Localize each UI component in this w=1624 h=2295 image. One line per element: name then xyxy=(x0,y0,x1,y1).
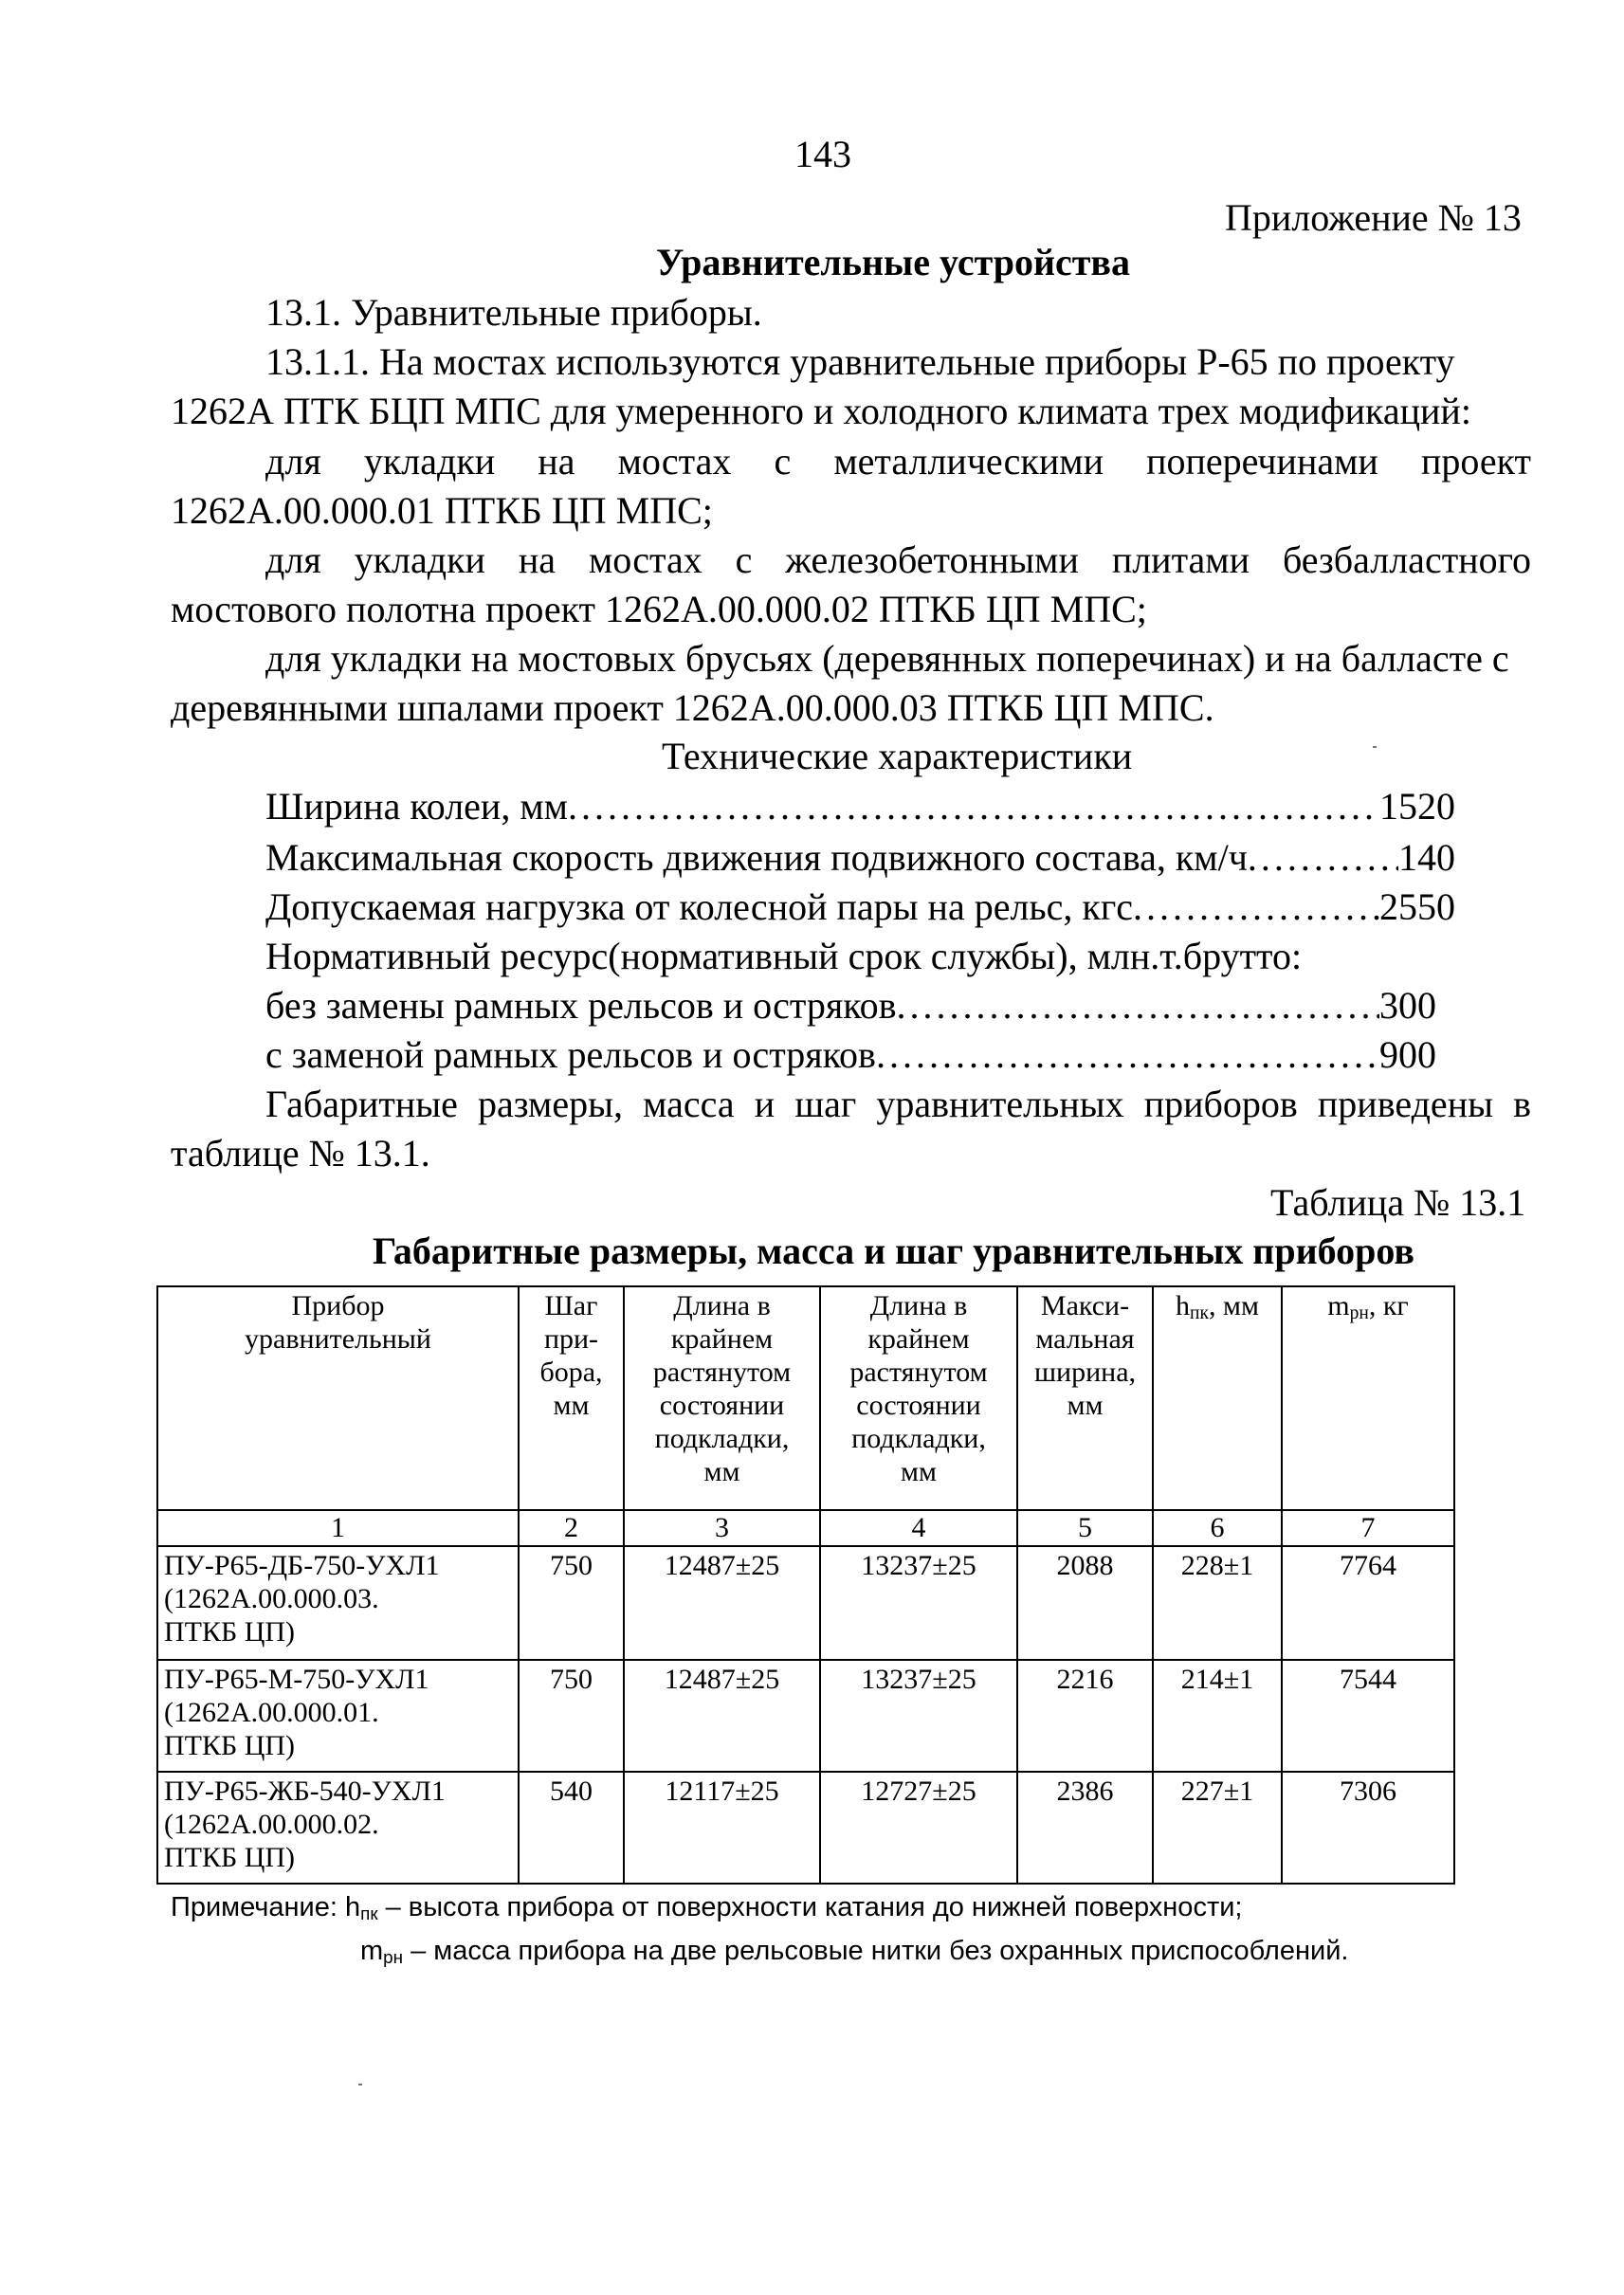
header-mass xyxy=(1282,1286,1454,1510)
header-line: Прибор xyxy=(291,1290,385,1321)
para1-line1: 13.1.1. На мостах используются уравнительные приборы Р-65 по проекту xyxy=(265,340,1455,383)
spec-value: 140 xyxy=(1398,836,1455,879)
header-line: мм xyxy=(553,1390,590,1421)
note-subscript: пк xyxy=(360,1903,378,1923)
dot-leader xyxy=(1248,834,1398,882)
resource-without-replacement xyxy=(265,982,1436,1029)
header-unit: , кг xyxy=(1368,1290,1409,1321)
table-ref-line2: таблице № 13.1. xyxy=(171,1132,430,1175)
header-step xyxy=(519,1286,624,1510)
appendix-label: Приложение № 13 xyxy=(1225,196,1522,239)
device-cell xyxy=(157,1546,519,1660)
length2-cell: 12727±25 xyxy=(820,1772,1017,1884)
header-line: мм xyxy=(703,1456,740,1487)
header-line: при- xyxy=(543,1323,599,1355)
scan-speck xyxy=(1373,746,1377,748)
section-title: 13.1. Уравнительные приборы. xyxy=(265,291,762,334)
table-label: Таблица № 13.1 xyxy=(1270,1181,1526,1224)
specs-title: Технические характеристики xyxy=(662,735,1133,777)
device-name: ПУ-Р65-ДБ-750-УХЛ1 xyxy=(164,1550,440,1581)
spec-label: Максимальная скорость движения подвижного состава, км/ч xyxy=(265,836,1248,879)
table-row xyxy=(157,1772,1454,1884)
height-cell: 214±1 xyxy=(1153,1660,1282,1772)
height-cell: 228±1 xyxy=(1153,1546,1282,1660)
word: мостах xyxy=(588,538,703,581)
header-line: состоянии xyxy=(856,1390,981,1421)
mod2-line2: мостового полотна проект 1262А.00.000.02 ПТКБ ЦП МПС; xyxy=(171,588,1147,630)
page-number: 143 xyxy=(794,133,851,175)
mod3-line2: деревянными шпалами проект 1262А.00.000.03 ПТКБ ЦП МПС. xyxy=(171,686,1214,729)
table-header-row xyxy=(157,1286,1454,1510)
word: уравнительных xyxy=(876,1083,1124,1125)
step-cell: 750 xyxy=(519,1546,624,1660)
header-line: мм xyxy=(901,1456,937,1487)
header-line: подкладки, xyxy=(654,1423,790,1454)
header-length-1 xyxy=(624,1286,820,1510)
dot-leader xyxy=(876,1031,1379,1079)
para1-line2: 1262А ПТК БЦП МПС для умеренного и холодного климата трех модификаций: xyxy=(171,390,1471,432)
word: укладки xyxy=(354,538,485,581)
word: железобетонными xyxy=(785,538,1079,581)
height-cell: 227±1 xyxy=(1153,1772,1282,1884)
length1-cell: 12117±25 xyxy=(624,1772,820,1884)
column-number: 3 xyxy=(624,1510,820,1546)
column-number: 5 xyxy=(1017,1510,1153,1546)
word: мостах xyxy=(617,440,732,483)
width-cell: 2386 xyxy=(1017,1772,1153,1884)
column-number-row xyxy=(157,1510,1454,1546)
word: поперечинами xyxy=(1146,440,1378,483)
header-line: крайнем xyxy=(867,1323,970,1355)
header-line: растянутом xyxy=(849,1357,988,1388)
column-number: 4 xyxy=(820,1510,1017,1546)
word: на xyxy=(518,538,557,581)
note-line-1 xyxy=(171,1890,1242,1924)
word: плитами xyxy=(1111,538,1250,581)
header-line: мальная xyxy=(1035,1323,1135,1355)
device-org: ПТКБ ЦП) xyxy=(164,1616,296,1648)
width-cell: 2216 xyxy=(1017,1660,1153,1772)
spec-label: без замены рамных рельсов и остряков xyxy=(265,984,897,1027)
header-line: мм xyxy=(1067,1390,1104,1421)
header-unit: , мм xyxy=(1208,1290,1259,1321)
mass-cell: 7764 xyxy=(1282,1546,1454,1660)
header-max-width xyxy=(1017,1286,1153,1510)
header-line: уравнительный xyxy=(245,1323,431,1355)
table-ref-line1 xyxy=(265,1081,1531,1128)
mod2-line1 xyxy=(265,537,1531,584)
header-line: ширина, xyxy=(1033,1357,1137,1388)
word: безбалластного xyxy=(1282,538,1531,581)
header-height xyxy=(1153,1286,1282,1510)
word: и xyxy=(754,1083,776,1125)
spec-max-speed xyxy=(265,834,1455,882)
word: укладки xyxy=(363,440,496,483)
device-org: ПТКБ ЦП) xyxy=(164,1842,296,1873)
length2-cell: 13237±25 xyxy=(820,1546,1017,1660)
dot-leader xyxy=(897,982,1379,1029)
length1-cell: 12487±25 xyxy=(624,1546,820,1660)
mass-cell: 7544 xyxy=(1282,1660,1454,1772)
table-title: Габаритные размеры, масса и шаг уравнительных приборов xyxy=(373,1229,1414,1272)
device-cell xyxy=(157,1772,519,1884)
word: с xyxy=(774,440,792,483)
note-line-2 xyxy=(360,1934,1348,1968)
spec-value: 2550 xyxy=(1379,885,1455,928)
word: Габаритные xyxy=(265,1083,458,1125)
word: приведены xyxy=(1317,1083,1493,1125)
spec-label: с заменой рамных рельсов и остряков xyxy=(265,1033,876,1076)
header-line: состоянии xyxy=(659,1390,785,1421)
spec-value: 300 xyxy=(1379,984,1436,1027)
word: в xyxy=(1513,1083,1531,1125)
device-project: (1262А.00.000.03. xyxy=(164,1583,379,1614)
spec-label: Ширина колеи, мм xyxy=(265,785,568,828)
word: для xyxy=(265,440,321,483)
table-row xyxy=(157,1546,1454,1660)
resource-with-replacement xyxy=(265,1031,1436,1079)
spec-value: 900 xyxy=(1379,1033,1436,1076)
note-prefix: Примечание: xyxy=(171,1892,345,1922)
length2-cell: 13237±25 xyxy=(820,1660,1017,1772)
header-line: крайнем xyxy=(670,1323,774,1355)
column-number: 1 xyxy=(157,1510,519,1546)
spec-axle-load xyxy=(265,883,1455,931)
note-subscript: рн xyxy=(383,1947,404,1967)
word: шаг xyxy=(794,1083,857,1125)
mass-cell: 7306 xyxy=(1282,1772,1454,1884)
resource-label: Нормативный ресурс(нормативный срок службы), млн.т.брутто: xyxy=(265,935,1303,977)
dot-leader xyxy=(1133,883,1379,931)
spec-track-gauge xyxy=(265,783,1455,830)
step-cell: 540 xyxy=(519,1772,624,1884)
word: размеры, xyxy=(478,1083,623,1125)
header-line: Макси- xyxy=(1040,1290,1130,1321)
length1-cell: 12487±25 xyxy=(624,1660,820,1772)
header-symbol: h xyxy=(1176,1290,1191,1321)
word: масса xyxy=(643,1083,735,1125)
word: на xyxy=(538,440,575,483)
header-line: Длина в xyxy=(869,1290,968,1321)
header-line: бора, xyxy=(539,1357,603,1388)
note-symbol: m xyxy=(360,1936,384,1966)
spec-value: 1520 xyxy=(1379,785,1455,828)
header-line: подкладки, xyxy=(851,1423,986,1454)
dot-leader xyxy=(568,783,1379,830)
header-length-2 xyxy=(820,1286,1017,1510)
header-line: растянутом xyxy=(652,1357,792,1388)
device-org: ПТКБ ЦП) xyxy=(164,1730,296,1761)
word: для xyxy=(265,538,321,581)
note-text: – масса прибора на две рельсовые нитки без охранных приспособлений. xyxy=(403,1936,1349,1966)
header-device xyxy=(157,1286,519,1510)
mod1-line1 xyxy=(265,438,1531,485)
mod3-line1: для укладки на мостовых брусьях (деревянных поперечинах) и на балласте с xyxy=(265,637,1509,680)
word: приборов xyxy=(1143,1083,1298,1125)
note-text: – высота прибора от поверхности катания до нижней поверхности; xyxy=(377,1892,1243,1922)
scan-speck xyxy=(358,2084,362,2086)
header-symbol: m xyxy=(1327,1290,1350,1321)
word: проект xyxy=(1420,440,1531,483)
spec-label: Допускаемая нагрузка от колесной пары на рельс, кгс xyxy=(265,885,1133,928)
column-number: 7 xyxy=(1282,1510,1454,1546)
page-heading: Уравнительные устройства xyxy=(656,241,1130,283)
mod1-line2: 1262А.00.000.01 ПТКБ ЦП МПС; xyxy=(171,489,713,532)
width-cell: 2088 xyxy=(1017,1546,1153,1660)
note-symbol: h xyxy=(344,1892,361,1922)
header-line: Шаг xyxy=(544,1290,598,1321)
table-row xyxy=(157,1660,1454,1772)
header-subscript: рн xyxy=(1349,1303,1369,1323)
device-name: ПУ-Р65-М-750-УХЛ1 xyxy=(164,1664,429,1695)
word: металлическими xyxy=(833,440,1104,483)
step-cell: 750 xyxy=(519,1660,624,1772)
column-number: 2 xyxy=(519,1510,624,1546)
column-number: 6 xyxy=(1153,1510,1282,1546)
device-project: (1262А.00.000.01. xyxy=(164,1697,379,1728)
header-subscript: пк xyxy=(1190,1303,1209,1323)
device-cell xyxy=(157,1660,519,1772)
header-line: Длина в xyxy=(673,1290,771,1321)
device-name: ПУ-Р65-ЖБ-540-УХЛ1 xyxy=(164,1776,446,1807)
device-project: (1262А.00.000.02. xyxy=(164,1809,379,1840)
devices-table xyxy=(156,1285,1455,1885)
word: с xyxy=(735,538,753,581)
